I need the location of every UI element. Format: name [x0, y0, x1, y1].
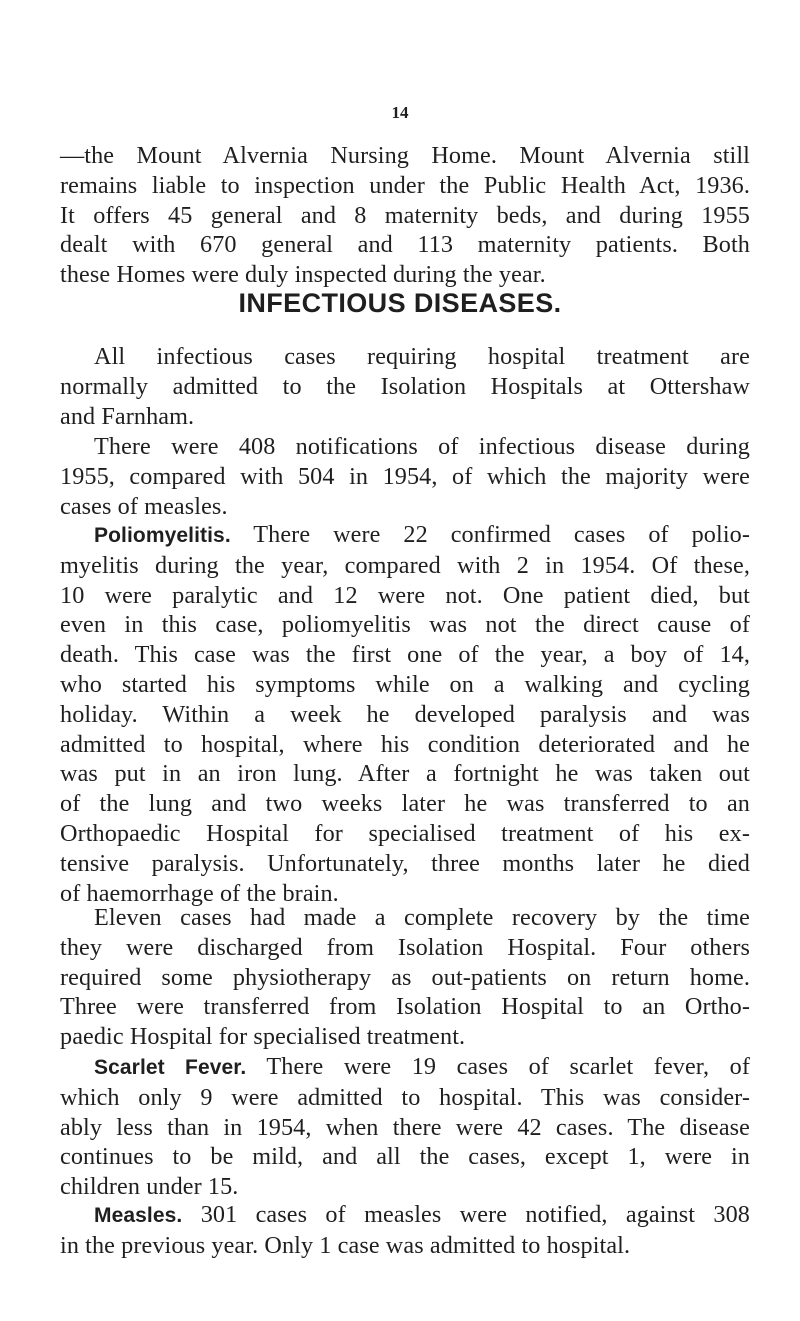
text-line: of the lung and two weeks later he was transferred to an [60, 790, 750, 818]
section-heading: INFECTIOUS DISEASES. [238, 288, 562, 318]
scarlet-fever-paragraph [60, 1052, 750, 1202]
text-line: they were discharged from Isolation Hospital. Four others [60, 933, 750, 961]
text-line: children under 15. [60, 1173, 239, 1201]
text-line: myelitis during the year, compared with 2 in 1954. Of these, [60, 551, 750, 579]
poliomyelitis-paragraph [60, 520, 750, 908]
text-line: required some physiotherapy as out-patients on return home. [60, 963, 750, 991]
text-line: remains liable to inspection under the Public Health Act, 1936. [60, 171, 750, 199]
text-line [60, 1052, 750, 1083]
text-line: It offers 45 general and 8 maternity beds, and during 1955 [60, 201, 750, 229]
page-number: 14 [391, 103, 409, 122]
admission-paragraph [60, 342, 750, 431]
intro-paragraph [60, 141, 750, 290]
text-line: death. This case was the first one of the year, a boy of 14, [60, 641, 750, 669]
text-line: continues to be mild, and all the cases, except 1, were in [60, 1143, 750, 1171]
text-span: There were 22 confirmed cases of polio- [253, 521, 750, 548]
text-line: tensive paralysis. Unfortunately, three months later he died [60, 849, 750, 877]
text-span: There were 19 cases of scarlet fever, of [266, 1053, 750, 1080]
poliomyelitis-title: Poliomyelitis. [94, 524, 231, 547]
text-line: 10 were paralytic and 12 were not. One patient died, but [60, 581, 750, 609]
text-line: even in this case, poliomyelitis was not the direct cause of [60, 611, 750, 639]
text-line: There were 408 notifications of infectious disease during [94, 433, 750, 460]
text-line: admitted to hospital, where his condition deteriorated and he [60, 730, 750, 758]
text-line: All infectious cases requiring hospital treatment are [94, 343, 750, 370]
text-line: in the previous year. Only 1 case was admitted to hospital. [60, 1231, 631, 1259]
text-line: —the Mount Alvernia Nursing Home. Mount Alvernia still [60, 142, 750, 169]
text-line: Three were transferred from Isolation Hospital to an Ortho- [60, 993, 750, 1021]
text-line: and Farnham. [60, 402, 195, 430]
text-line [60, 1200, 750, 1231]
measles-paragraph [60, 1200, 750, 1261]
text-line: cases of measles. [60, 492, 228, 520]
recovery-paragraph [60, 903, 750, 1052]
text-span: 301 cases of measles were notified, against 308 [200, 1201, 750, 1228]
text-line: which only 9 were admitted to hospital. This was consider- [60, 1083, 750, 1111]
scarlet-fever-title: Scarlet Fever. [94, 1056, 247, 1079]
text-line: 1955, compared with 504 in 1954, of which the majority were [60, 462, 750, 490]
text-line: dealt with 670 general and 113 maternity patients. Both [60, 231, 750, 259]
text-line: holiday. Within a week he developed paralysis and was [60, 700, 750, 728]
text-line: these Homes were duly inspected during the year. [60, 261, 546, 289]
text-line: of haemorrhage of the brain. [60, 879, 339, 907]
notifications-paragraph [60, 432, 750, 521]
text-line: was put in an iron lung. After a fortnight he was taken out [60, 760, 750, 788]
text-line: who started his symptoms while on a walking and cycling [60, 670, 750, 698]
text-line: ably less than in 1954, when there were 42 cases. The disease [60, 1113, 750, 1141]
text-line: normally admitted to the Isolation Hospitals at Ottershaw [60, 372, 750, 400]
measles-title: Measles. [94, 1204, 183, 1227]
text-line: Orthopaedic Hospital for specialised treatment of his ex- [60, 819, 750, 847]
text-line: paedic Hospital for specialised treatment. [60, 1023, 466, 1051]
text-line: Eleven cases had made a complete recovery by the time [94, 904, 750, 931]
text-line [60, 520, 750, 551]
